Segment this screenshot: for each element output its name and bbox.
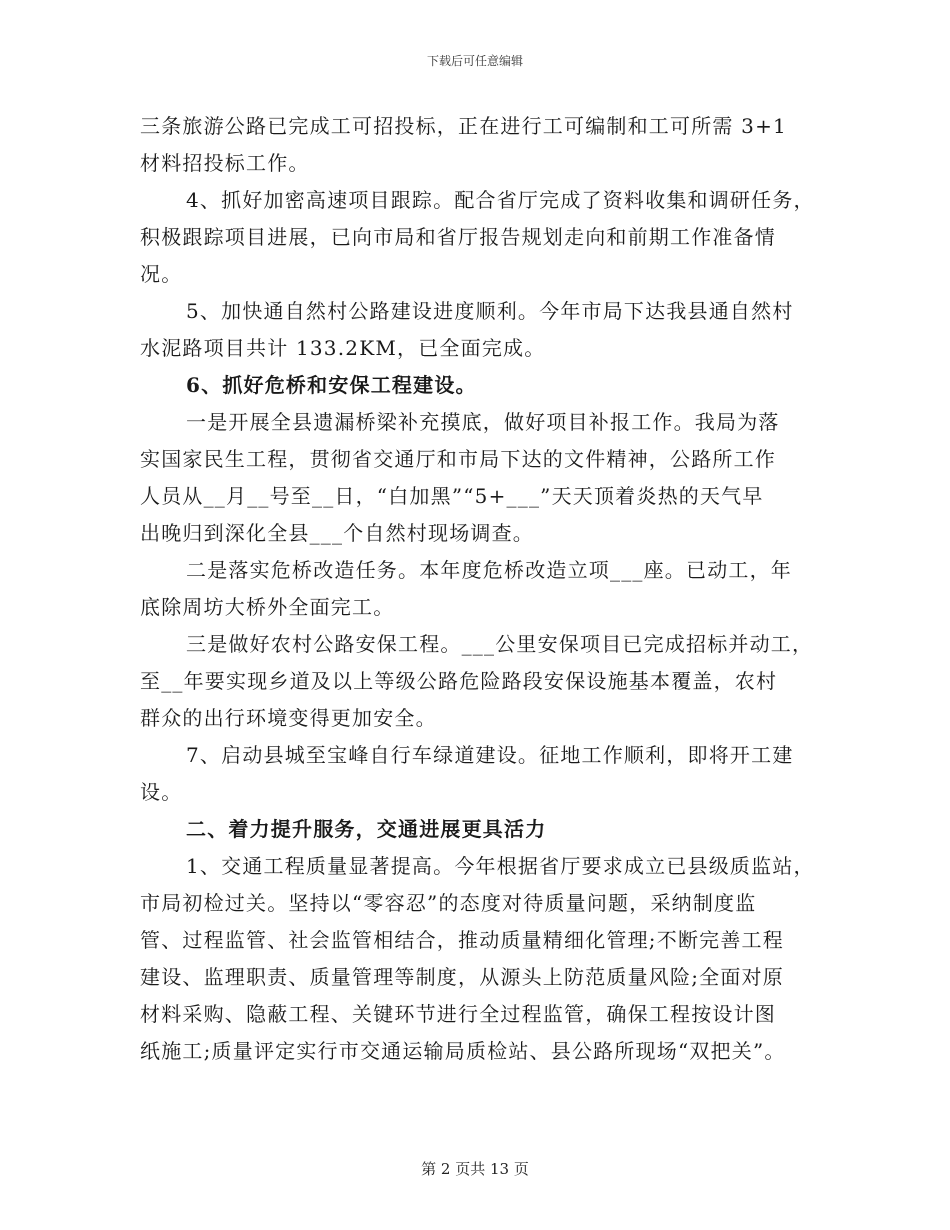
text-line: 纸施工;质量评定实行市交通运输局质检站、县公路所现场“双把关”。 [140, 1039, 786, 1063]
page-number: 第 2 页共 13 页 [421, 1160, 529, 1178]
text-line: 水泥路项目共计 133.2KM，已全面完成。 [140, 336, 546, 360]
text-line: 一是开展全县遗漏桥梁补充摸底，做好项目补报工作。我局为落 [186, 410, 780, 434]
text-line: 5、加快通自然村公路建设进度顺利。今年市局下达我县通自然村 [186, 299, 794, 323]
section-heading: 二、着力提升服务，交通进展更具活力 [186, 817, 547, 841]
section-heading: 6、抓好危桥和安保工程建设。 [186, 373, 477, 397]
text-line: 管、过程监管、社会监管相结合，推动质量精细化管理;不断完善工程 [140, 928, 784, 952]
text-line: 人员从__月__号至__日，“白加黑”“5+___”天天顶着炎热的天气早 [140, 484, 764, 508]
text-line: 出晚归到深化全县___个自然村现场调查。 [140, 521, 534, 545]
text-line: 至__年要实现乡道及以上等级公路危险路段安保设施基本覆盖，农村 [140, 669, 778, 693]
text-line: 材料采购、隐蔽工程、关键环节进行全过程监管，确保工程按设计图 [140, 1002, 776, 1026]
text-line: 实国家民生工程，贯彻省交通厅和市局下达的文件精神，公路所工作 [140, 447, 776, 471]
text-line: 材料招投标工作。 [140, 151, 310, 175]
text-line: 三是做好农村公路安保工程。___公里安保项目已完成招标并动工， [186, 632, 814, 656]
text-line: 群众的出行环境变得更加安全。 [140, 706, 437, 730]
text-line: 况。 [140, 262, 183, 286]
text-line: 市局初检过关。坚持以“零容忍”的态度对待质量问题，采纳制度监 [140, 891, 757, 915]
text-line: 二是落实危桥改造任务。本年度危桥改造立项___座。已动工，年 [186, 558, 792, 582]
text-line: 积极跟踪项目进展，已向市局和省厅报告规划走向和前期工作准备情 [140, 225, 776, 249]
text-line: 三条旅游公路已完成工可招投标，正在进行工可编制和工可所需 3+1 [140, 114, 787, 138]
text-line: 建设、监理职责、质量管理等制度，从源头上防范质量风险;全面对原 [140, 965, 784, 989]
text-line: 1、交通工程质量显著提高。今年根据省厅要求成立已县级质监站， [186, 854, 815, 878]
text-line: 4、抓好加密高速项目跟踪。配合省厅完成了资料收集和调研任务， [186, 188, 815, 212]
page-header: 下载后可任意编辑 [426, 54, 523, 68]
document-body [140, 108, 820, 1070]
text-line: 7、启动县城至宝峰自行车绿道建设。征地工作顺利，即将开工建 [186, 743, 794, 767]
text-line: 底除周坊大桥外全面完工。 [140, 595, 395, 619]
text-line: 设。 [140, 780, 183, 804]
